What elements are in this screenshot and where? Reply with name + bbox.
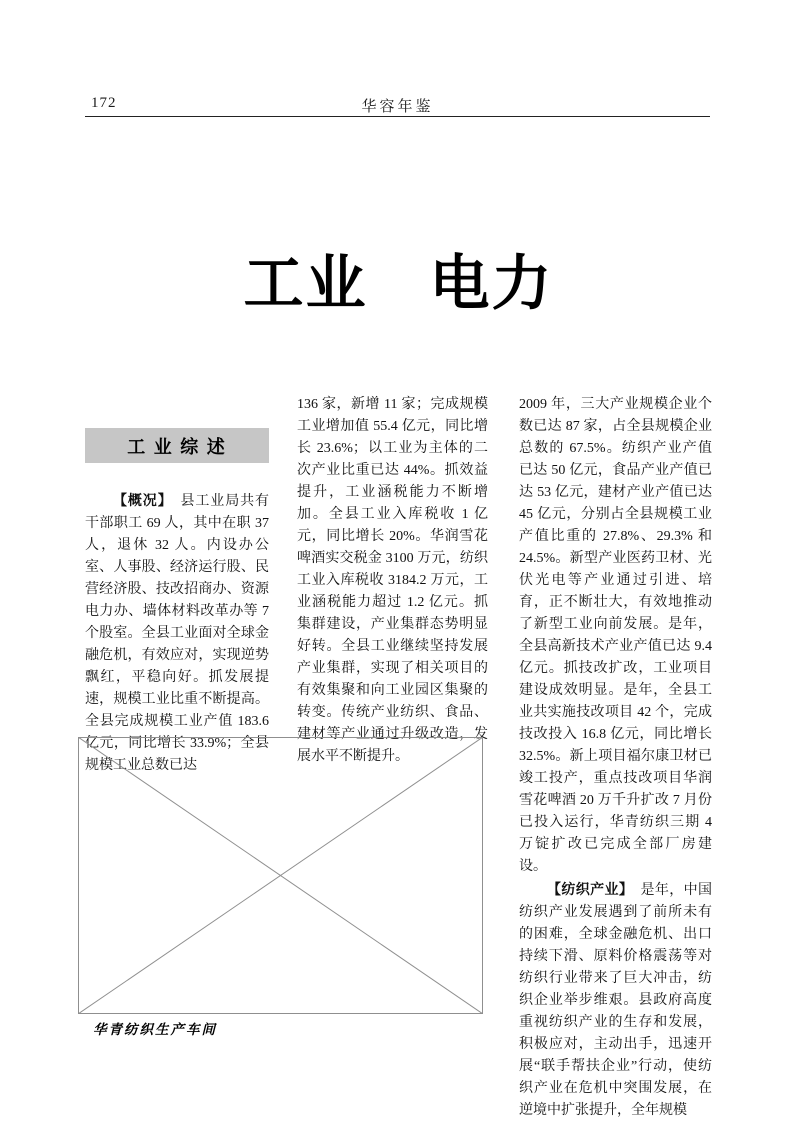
column-middle: [297, 394, 488, 768]
textile-paragraph: [519, 878, 712, 1122]
column-left: [85, 428, 269, 777]
textile-text: 是年，中国纺织产业发展遇到了前所未有的困难，全球金融危机、出口持续下滑、原料价格震荡等对纺织行业带来了巨大冲击，纺织企业举步维艰。县政府高度重视纺织产业的生存和发展，积极应对，主动出手，迅速开展“联手帮扶企业”行动，使纺织产业在危机中突围发展，在逆境中扩张提升，全年规模: [519, 883, 713, 1118]
figure-placeholder: [78, 737, 483, 1014]
continuation-paragraph-middle: 136 家，新增 11 家；完成规模工业增加值 55.4 亿元，同比增长 23.6%；以工业为主体的二次产业比重已达 44%。抓效益提升，工业涵税能力不断增加。全县工业入库税收 1 亿元，同比增长 20%。华润雪花啤酒实交税金 3100 万元，纺织工业入库税收 3184.2 万元，工业涵税能力超过 1.2 亿元。抓集群建设，产业集群态势明显好转。全县工业继续坚持发展产业集群，实现了相关项目的有效集聚和向工业园区集聚的转变。传统产业纺织、食品、建材等产业通过升级改造，发展水平不断提升。: [297, 397, 488, 764]
section-header-box: 工 业 综 述: [85, 428, 269, 463]
continuation-paragraph-right: 2009 年，三大产业规模企业个数已达 87 家，占全县规模企业总数的 67.5%。纺织产业产值已达 50 亿元，食品产业产值已达 53 亿元，建材产业产值已达 45 亿元，分别占全县规模工业产值比重的 27.8%、29.3% 和 24.5%。新型产业医药卫材、光伏光电等产业通过引进、培育，正不断壮大，有效地推动了新型工业向前发展。是年，全县高新技术产业产值已达 9.4 亿元。抓技改扩改，工业项目建设成效明显。是年，全县工业共实施技改项目 42 个，完成技改投入 16.8 亿元，同比增长 32.5%。新上项目福尔康卫材已竣工投产，重点技改项目华润雪花啤酒 20 万千升扩改 7 月份已投入运行，华青纺织三期 4 万锭扩改已完成全部厂房建设。: [519, 397, 712, 874]
column-right: [519, 394, 712, 1122]
header-rule: [85, 116, 710, 117]
overview-paragraph: [85, 489, 269, 777]
figure-caption: 华青纺织生产车间: [93, 1022, 217, 1037]
textile-label: 【纺织产业】: [547, 881, 641, 897]
book-title: 华容年鉴: [361, 99, 434, 115]
figure-x-icon: [78, 737, 483, 1014]
overview-label: 【概况】: [113, 492, 181, 508]
overview-text: 县工业局共有干部职工 69 人，其中在职 37 人，退休 32 人。内设办公室、人事股、经济运行股、民营经济股、技改招商办、资源电力办、墙体材料改革办等 7 个股室。全县工业面对全球金融危机，有效应对，实现逆势飘红，平稳向好。抓发展提速，规模工业比重不断提高。全县完成规模工业产值 183.6 亿元，同比增长 33.9%；全县规模工业总数已达: [85, 494, 269, 773]
page-number: 172: [91, 95, 117, 111]
page-header: [85, 95, 710, 115]
article-title: 工业 电力: [243, 251, 554, 317]
